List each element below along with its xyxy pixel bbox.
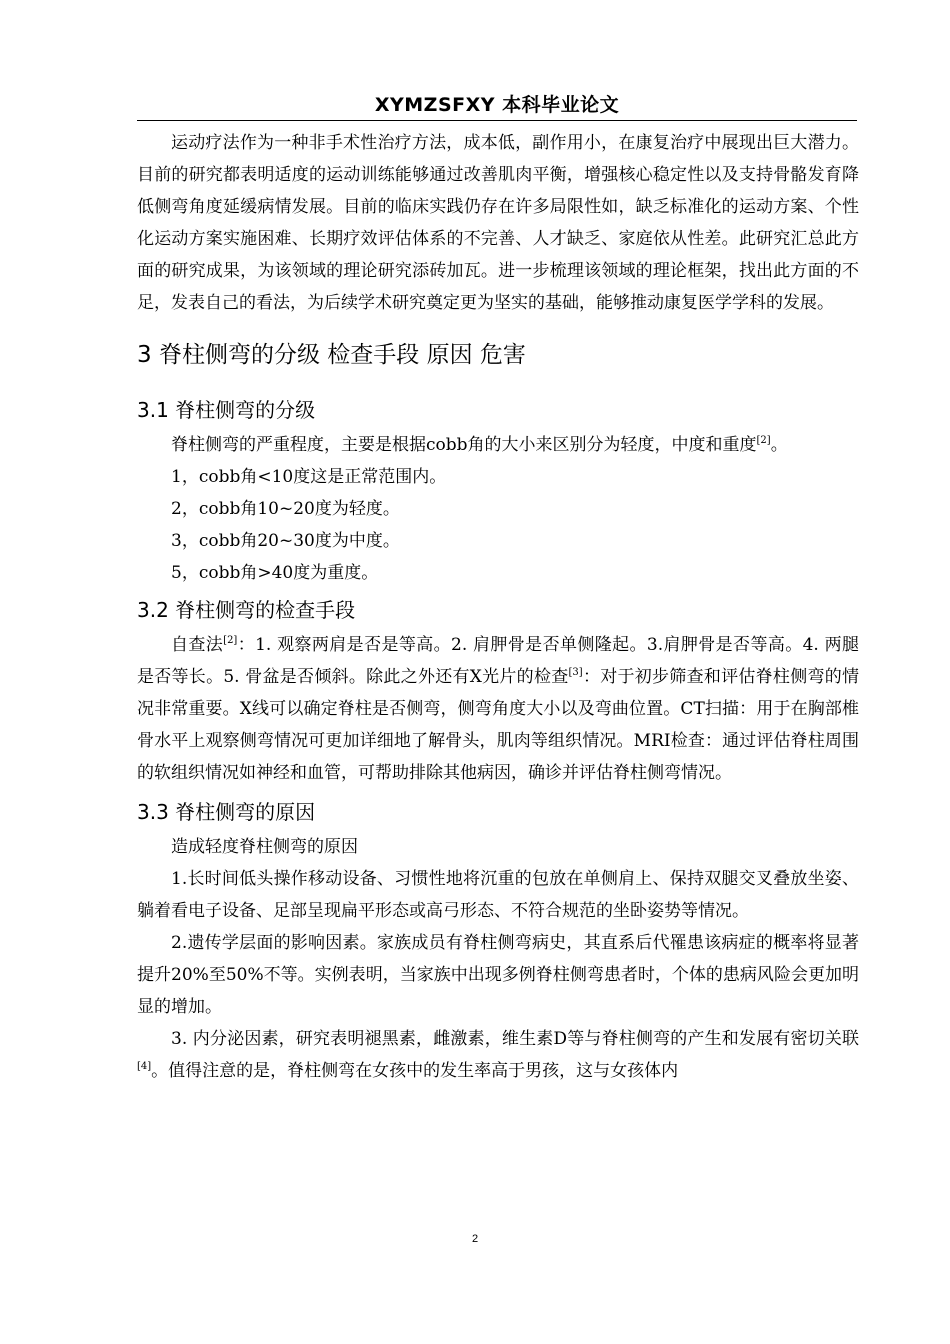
citation-ref: [2] xyxy=(756,435,771,446)
cause-paragraph-2: 2.遗传学层面的影响因素。家族成员有脊柱侧弯病史，其直系后代罹患该病症的概率将显著提升20%至50%不等。实例表明，当家族中出现多例脊柱侧弯患者时，个体的患病风险会更加明显的增加。 xyxy=(137,933,859,1017)
section-3-2-heading: 3.2 脊柱侧弯的检查手段 xyxy=(137,598,356,622)
grading-item: 5，cobb角>40度为重度。 xyxy=(171,563,379,583)
exam-text-2: ：1. 观察两肩是否是等高。2. 肩胛骨是否单侧隆起。3.肩胛骨是否等高。4. 两腿是否等长。5. 骨盆是否倾斜。除此之外还有X光片的检查 xyxy=(137,635,860,687)
page-number: 2 xyxy=(471,1233,479,1245)
exam-text-1: 自查法 xyxy=(171,635,224,655)
grading-item: 2，cobb角10~20度为轻度。 xyxy=(171,499,400,519)
citation-ref: [4] xyxy=(137,1061,152,1072)
section-3-heading: 3 脊柱侧弯的分级 检查手段 原因 危害 xyxy=(137,342,526,368)
causes-lead: 造成轻度脊柱侧弯的原因 xyxy=(171,837,358,857)
grading-lead-paragraph xyxy=(137,429,859,461)
running-header: XYMZSFXY 本科毕业论文 xyxy=(137,92,857,121)
cause-paragraph-3 xyxy=(137,1023,859,1087)
cause-paragraph-1: 1.长时间低头操作移动设备、习惯性地将沉重的包放在单侧肩上、保持双腿交叉叠放坐姿、躺着看电子设备、足部呈现扁平形态或高弓形态、不符合规范的坐卧姿势等情况。 xyxy=(137,869,859,921)
section-3-1-heading: 3.1 脊柱侧弯的分级 xyxy=(137,398,316,422)
cause-3-text-b: 。值得注意的是，脊柱侧弯在女孩中的发生率高于男孩，这与女孩体内 xyxy=(151,1061,679,1081)
grading-item: 1，cobb角<10度这是正常范围内。 xyxy=(171,467,447,487)
citation-ref: [2] xyxy=(223,635,238,646)
grading-lead-text: 脊柱侧弯的严重程度，主要是根据cobb角的大小来区别分为轻度，中度和重度 xyxy=(171,435,757,455)
cause-3-text-a: 3. 内分泌因素，研究表明褪黑素，雌激素，维生素D等与脊柱侧弯的产生和发展有密切关联 xyxy=(171,1029,859,1049)
examination-paragraph xyxy=(137,629,859,789)
grading-lead-end: 。 xyxy=(770,435,788,455)
exam-text-3: ：对于初步筛查和评估脊柱侧弯的情况非常重要。X线可以确定脊柱是否侧弯，侧弯角度大小以及弯曲位置。CT扫描：用于在胸部椎骨水平上观察侧弯情况可更加详细地了解骨头，肌肉等组织情况。MRI检查：通过评估脊柱周围的软组织情况如神经和血管，可帮助排除其他病因，确诊并评估脊柱侧弯情况。 xyxy=(137,667,860,783)
page-content xyxy=(137,125,859,1087)
citation-ref: [3] xyxy=(568,667,583,678)
section-3-3-heading: 3.3 脊柱侧弯的原因 xyxy=(137,800,316,824)
grading-item: 3，cobb角20~30度为中度。 xyxy=(171,531,400,551)
intro-paragraph: 运动疗法作为一种非手术性治疗方法，成本低，副作用小，在康复治疗中展现出巨大潜力。目前的研究都表明适度的运动训练能够通过改善肌肉平衡，增强核心稳定性以及支持骨骼发育降低侧弯角度延缓病情发展。目前的临床实践仍存在许多局限性如，缺乏标准化的运动方案、个性化运动方案实施困难、长期疗效评估体系的不完善、人才缺乏、家庭依从性差。此研究汇总此方面的研究成果，为该领域的理论研究添砖加瓦。进一步梳理该领域的理论框架，找出此方面的不足，发表自己的看法，为后续学术研究奠定更为坚实的基础，能够推动康复医学学科的发展。 xyxy=(137,133,859,313)
